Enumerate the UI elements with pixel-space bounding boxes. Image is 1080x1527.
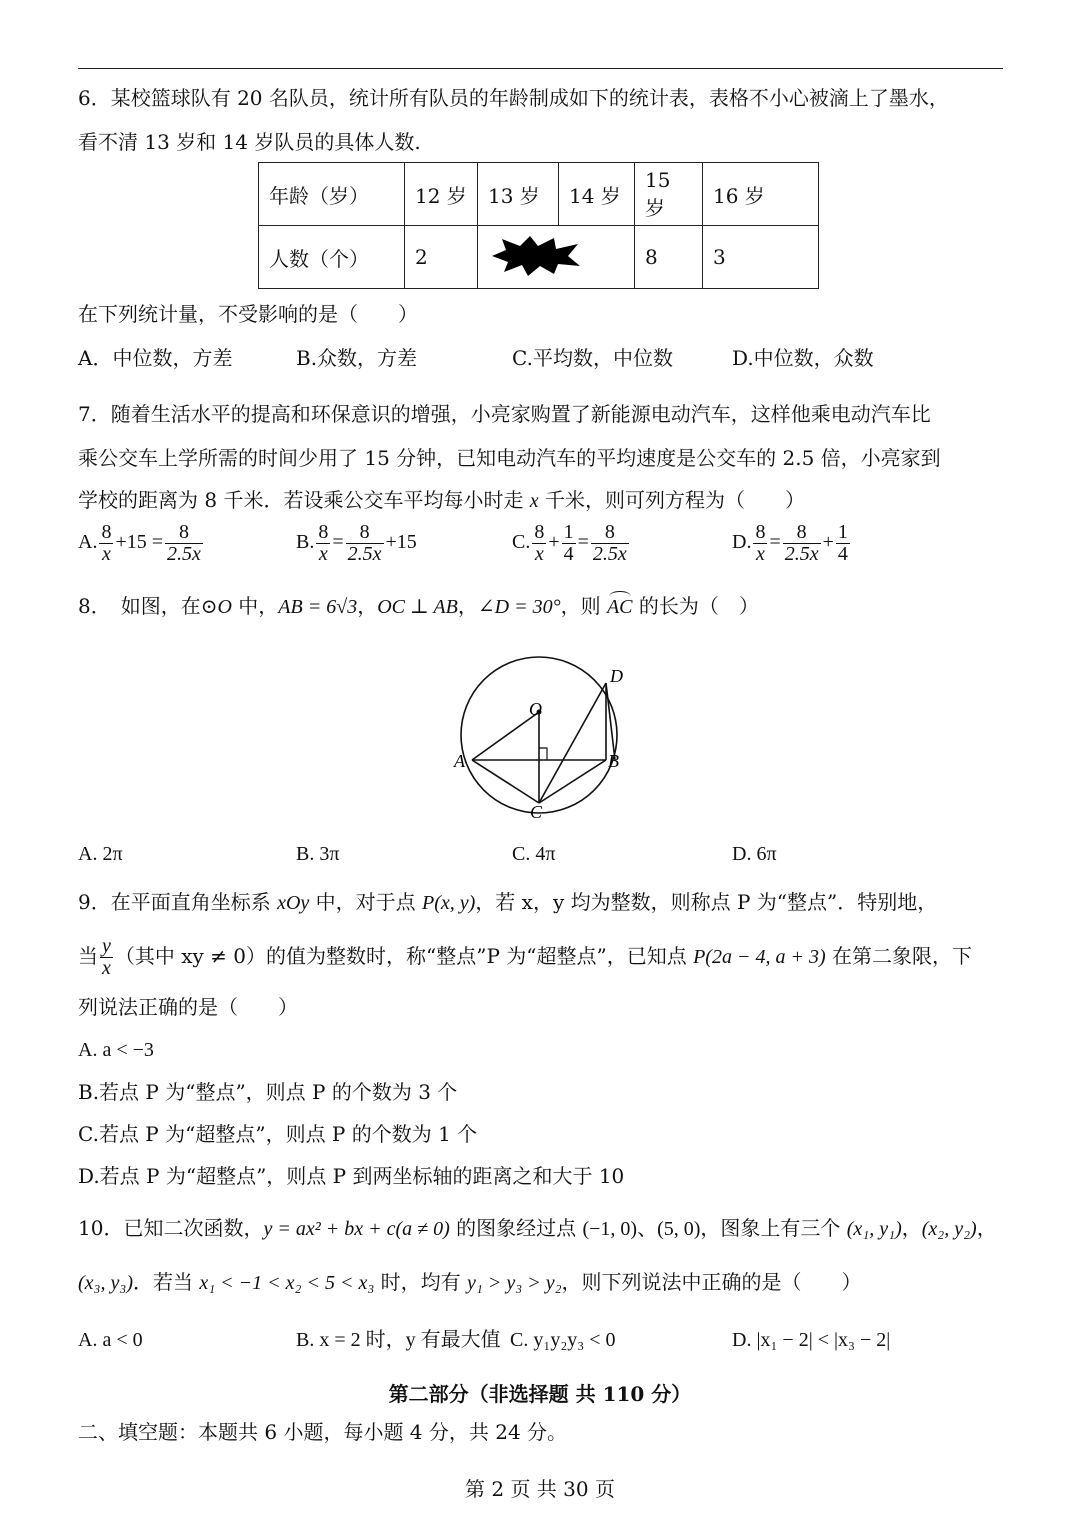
- label-a: A: [454, 751, 465, 771]
- table-cell: 12 岁: [405, 163, 478, 226]
- table-cell: 年龄（岁）: [259, 163, 405, 226]
- q10-option-d[interactable]: D. |x₁ − 2| < |x₃ − 2|: [732, 1329, 891, 1351]
- circle-geometry-figure: [440, 655, 650, 820]
- q6-option-c[interactable]: C.平均数，中位数: [512, 346, 673, 370]
- q6-question: 在下列统计量，不受影响的是（ ）: [78, 302, 418, 326]
- q8-option-b[interactable]: B. 3π: [296, 843, 340, 865]
- q9-option-d[interactable]: D.若点 P 为“超整点”，则点 P 到两坐标轴的距离之和大于 10: [78, 1164, 625, 1188]
- label-b: B: [608, 751, 619, 771]
- q10-line1: 10．已知二次函数，y = ax² + bx + c(a ≠ 0) 的图象经过点 (−1, 0)、(5, 0)，图象上有三个 (x₁, y₁)，(x₂, y₂)，: [78, 1216, 997, 1240]
- right-angle-mark: [539, 748, 547, 760]
- q6-option-d[interactable]: D.中位数，众数: [732, 346, 874, 370]
- table-cell: 13 岁: [478, 163, 559, 226]
- q8-option-d[interactable]: D. 6π: [732, 843, 777, 865]
- segment-oa: [472, 712, 539, 760]
- q7-option-d[interactable]: D. $\frac{8}{x}$ = $\frac{8}{2.5x}$ + $\frac{1}{4}$: [732, 521, 848, 565]
- q8-stem: 8． 如图，在⊙O 中，AB = 6√3，OC ⊥ AB，∠D = 30°，则 AC 的长为（ ）: [78, 594, 759, 618]
- q10-option-c[interactable]: C. y₁y₂y₃ < 0: [510, 1329, 616, 1351]
- top-rule: [78, 68, 1003, 69]
- label-o: O: [529, 699, 542, 719]
- segment-ac: [472, 760, 539, 803]
- q6-line1: 6．某校篮球队有 20 名队员，统计所有队员的年龄制成如下的统计表，表格不小心被滴上了墨水，: [78, 86, 949, 110]
- q7-line3: 学校的距离为 8 千米．若设乘公交车平均每小时走 x 千米，则可列方程为（ ）: [78, 488, 806, 512]
- table-cell: 14 岁: [559, 163, 635, 226]
- table-cell: 16 岁: [703, 163, 819, 226]
- q6-option-a[interactable]: A．中位数，方差: [78, 346, 233, 370]
- arc-ac: AC: [606, 596, 633, 618]
- segment-cd: [539, 683, 606, 803]
- q10-option-a[interactable]: A. a < 0: [78, 1329, 143, 1351]
- table-cell: 3: [703, 226, 819, 289]
- q8-option-c[interactable]: C. 4π: [512, 843, 556, 865]
- q7-option-a[interactable]: A. $\frac{8}{x}$ +15 = $\frac{8}{2.5x}$: [78, 521, 201, 565]
- q7-line2: 乘公交车上学所需的时间少用了 15 分钟，已知电动汽车的平均速度是公交车的 2.5 倍，小亮家到: [78, 446, 941, 470]
- ink-blot-icon: [492, 236, 582, 276]
- q9-option-c[interactable]: C.若点 P 为“超整点”，则点 P 的个数为 1 个: [78, 1122, 478, 1146]
- page-footer: 第 2 页 共 30 页: [465, 1477, 615, 1501]
- q10-line2: (x₃, y₃)．若当 x₁ < −1 < x₂ < 5 < x₃ 时，均有 y₁ > y₃ > y₂，则下列说法中正确的是（ ）: [78, 1270, 862, 1294]
- q10-option-b[interactable]: B. x = 2 时，y 有最大值: [296, 1329, 501, 1351]
- section-heading: 第二部分（非选择题 共 110 分）: [388, 1382, 692, 1406]
- table-cell: 人数（个）: [259, 226, 405, 289]
- segment-cb: [539, 760, 606, 803]
- label-c: C: [530, 802, 543, 820]
- q9-line2: 当 $\frac{y}{x}$ （其中 xy ≠ 0）的值为整数时，称“整点”P 为“超整点”，已知点 P(2a − 4, a + 3) 在第二象限，下: [78, 935, 972, 979]
- q7-line1: 7．随着生活水平的提高和环保意识的增强，小亮家购置了新能源电动汽车，这样他乘电动汽车比: [78, 402, 931, 426]
- q7-option-b[interactable]: B. $\frac{8}{x}$ = $\frac{8}{2.5x}$ +15: [296, 521, 417, 565]
- segment-d-tail: [606, 683, 615, 760]
- q6-line2: 看不清 13 岁和 14 岁队员的具体人数.: [78, 130, 421, 154]
- q9-option-b[interactable]: B.若点 P 为“整点”，则点 P 的个数为 3 个: [78, 1080, 458, 1104]
- fill-in-heading: 二、填空题：本题共 6 小题，每小题 4 分，共 24 分。: [78, 1420, 568, 1444]
- label-d: D: [610, 666, 623, 686]
- q9-line1: 9．在平面直角坐标系 xOy 中，对于点 P(x, y)，若 x，y 均为整数，则称点 P 为“整点”．特别地，: [78, 890, 938, 914]
- q9-option-a[interactable]: A. a < −3: [78, 1039, 154, 1061]
- table-row: [259, 163, 819, 226]
- table-cell: 8: [635, 226, 703, 289]
- table-cell: 15 岁: [635, 163, 703, 226]
- table-cell: 2: [405, 226, 478, 289]
- q7-option-c[interactable]: C. $\frac{8}{x}$ + $\frac{1}{4}$ = $\frac{8}{2.5x}$: [512, 521, 627, 565]
- q6-option-b[interactable]: B.众数，方差: [296, 346, 418, 370]
- q9-line3: 列说法正确的是（ ）: [78, 995, 298, 1019]
- q8-option-a[interactable]: A. 2π: [78, 843, 123, 865]
